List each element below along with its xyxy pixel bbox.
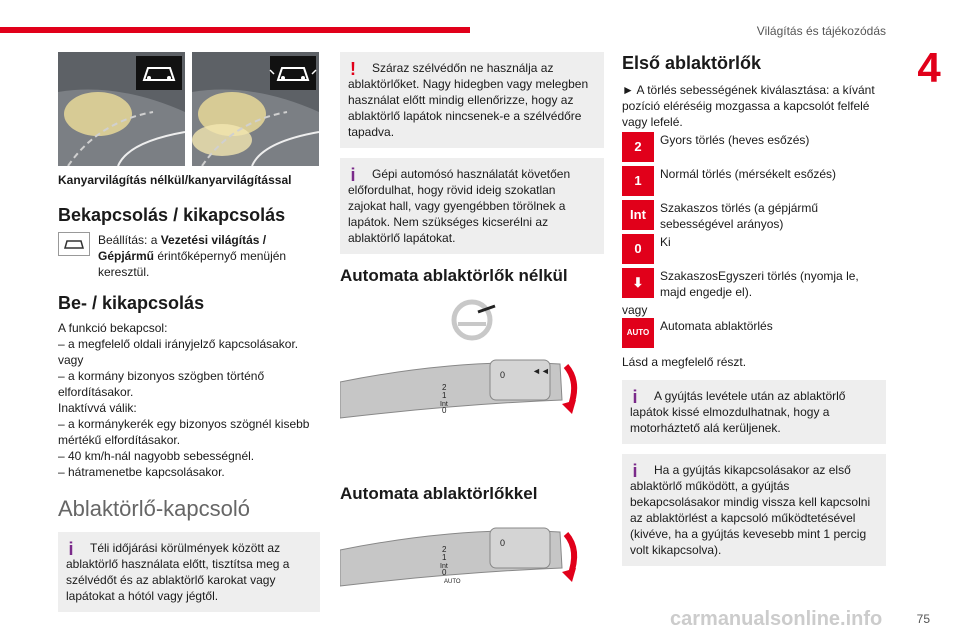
- settings-prefix: Beállítás: a: [98, 233, 161, 247]
- photo-without-cornering-light: [58, 52, 185, 166]
- badge-auto: AUTO: [622, 318, 654, 348]
- chapter-title: Világítás és tájékozódás: [756, 24, 886, 38]
- info-icon: i: [632, 461, 638, 481]
- see-more-text: Lásd a megfelelő részt.: [622, 355, 747, 369]
- svg-text:2: 2: [442, 545, 447, 554]
- option-text: Szakaszos törlés (a gépjármű sebességével arányos): [660, 201, 819, 231]
- info-icon: i: [350, 165, 356, 185]
- svg-text:0: 0: [442, 568, 447, 577]
- activation-line: – hátramenetbe kapcsolásakor.: [58, 465, 225, 479]
- svg-text:2: 2: [442, 383, 447, 392]
- option-text: SzakaszosEgyszeri törlés (nyomja le, majd engedje el).: [660, 269, 859, 299]
- section-title-wiper-switch: Ablaktörlő-kapcsoló: [58, 496, 250, 521]
- activation-line: – a kormánykerék egy bizonyos szögnél kisebb mértékű elfordításakor.: [58, 417, 310, 447]
- note-text: Gépi automósó használatát követően előfordulhat, hogy rövid ideig szokatlan zajokat hall, vagy gyengébben törölnek a lapátok. Nem szükséges kicserélni az ablaktörlő lapátokat.: [348, 167, 571, 245]
- header-accent-bar: [0, 27, 470, 33]
- settings-menu-name: Vezetési világítás / Gépjármű: [98, 233, 267, 263]
- wiper-stalk-illustration-manual: [340, 292, 604, 472]
- option-text: Ki: [660, 235, 671, 249]
- chapter-number: 4: [917, 44, 941, 91]
- settings-suffix: érintőképernyő menüjén keresztül.: [98, 249, 287, 279]
- activation-line: Inaktívvá válik:: [58, 401, 137, 415]
- info-note-ignition-off: [622, 380, 886, 444]
- note-text: A gyújtás levétele után az ablaktörlő lapátok kissé elmozdulhatnak, hogy a motorháztető alá kerüljenek.: [630, 389, 846, 435]
- settings-instruction: [58, 232, 320, 280]
- activation-list: [58, 320, 320, 480]
- car-settings-icon: [58, 232, 90, 256]
- section-title-with-auto-wipers: Automata ablaktörlőkkel: [340, 484, 538, 503]
- wiper-option-normal: [622, 166, 886, 198]
- svg-text:Int: Int: [440, 401, 448, 408]
- settings-text: [98, 232, 320, 280]
- wiper-option-off: [622, 234, 886, 266]
- section-title-on-off: Bekapcsolás / kikapcsolás: [58, 205, 286, 225]
- info-note-ignition-on: [622, 454, 886, 566]
- note-text: Száraz szélvédőn ne használja az ablaktörlőket. Nagy hidegben vagy melegben használat előtt mindig ellenőrizze, hogy az ablaktörlő lapátok nincsenek-e a szélvédőre tapadva.: [348, 61, 589, 139]
- column-2: [340, 52, 604, 600]
- speed-selection-intro: ► A törlés sebességének kiválasztása: a kívánt pozíció eléréséig mozgassa a kapcsolót felfelé vagy lefelé.: [622, 83, 875, 129]
- badge-intermittent: Int: [622, 200, 654, 230]
- cornering-light-images: [58, 52, 320, 166]
- info-icon: i: [632, 387, 638, 407]
- wiper-option-intermittent: [622, 200, 886, 232]
- svg-text:◄◄: ◄◄: [532, 366, 550, 376]
- activation-line: – 40 km/h-nál nagyobb sebességnél.: [58, 449, 255, 463]
- wiper-stalk-illustration-auto: [340, 510, 604, 600]
- wiper-stalk-auto-icon: [340, 528, 562, 586]
- activation-line: vagy: [58, 353, 84, 367]
- rotation-arrow-icon: [562, 534, 576, 582]
- option-text: Normál törlés (mérsékelt esőzés): [660, 167, 837, 181]
- activation-line: – a megfelelő oldali irányjelző kapcsolásakor.: [58, 337, 299, 351]
- wiper-stalk-icon: [340, 360, 562, 418]
- info-note-car-wash: [340, 158, 604, 254]
- column-1: [58, 52, 320, 622]
- section-title-front-wipers: Első ablaktörlők: [622, 53, 762, 73]
- section-title-activation: Be- / kikapcsolás: [58, 293, 205, 313]
- wiper-option-single: [622, 268, 886, 300]
- svg-text:0: 0: [442, 406, 447, 415]
- svg-text:0: 0: [500, 370, 506, 380]
- image-caption: Kanyarvilágítás nélkül/kanyarvilágítással: [58, 173, 292, 187]
- info-icon: i: [68, 539, 74, 559]
- page-number: 75: [916, 612, 930, 626]
- note-text: Ha a gyújtás kikapcsolásakor az első ablaktörlő működött, a gyújtás bekapcsolásakor mindig vissza kell kapcsolni az ablaktörlést a kapcsoló működtetésével (kivéve, ha a gyújtás kevesebb mint 1 percig volt kikapcsolva).: [630, 463, 871, 557]
- badge-fast: 2: [622, 132, 654, 162]
- warning-icon: !: [350, 59, 356, 79]
- activation-line: – a kormány bizonyos szögben történő elfordításakor.: [58, 369, 265, 399]
- svg-text:AUTO: AUTO: [444, 579, 461, 585]
- warning-note-dry-windscreen: [340, 52, 604, 148]
- info-note-winter: [58, 532, 320, 612]
- option-text: Gyors törlés (heves esőzés): [660, 133, 810, 147]
- badge-normal: 1: [622, 166, 654, 196]
- wiper-option-auto: [622, 318, 886, 350]
- svg-text:1: 1: [442, 391, 447, 400]
- or-text: vagy: [622, 303, 648, 317]
- watermark: carmanualsonline.info: [670, 608, 883, 630]
- wiper-option-fast: [622, 132, 886, 164]
- svg-text:Int: Int: [440, 563, 448, 570]
- note-text: Téli időjárási körülmények között az ablaktörlő használata előtt, tisztítsa meg a szélvédőt és az ablaktörlő karokat vagy lapátokat a hótól vagy jégtől.: [66, 541, 290, 603]
- svg-text:0: 0: [500, 538, 506, 548]
- activation-line: A funkció bekapcsol:: [58, 321, 168, 335]
- column-3: [622, 52, 886, 576]
- steering-wheel-icon: [454, 302, 495, 338]
- rotation-arrow-icon: [562, 366, 576, 414]
- badge-off: 0: [622, 234, 654, 264]
- option-text: Automata ablaktörlés: [660, 319, 773, 333]
- photo-with-cornering-light: [192, 52, 319, 166]
- svg-text:1: 1: [442, 553, 447, 562]
- section-title-without-auto-wipers: Automata ablaktörlők nélkül: [340, 266, 568, 285]
- badge-single-wipe: ⬇: [622, 268, 654, 298]
